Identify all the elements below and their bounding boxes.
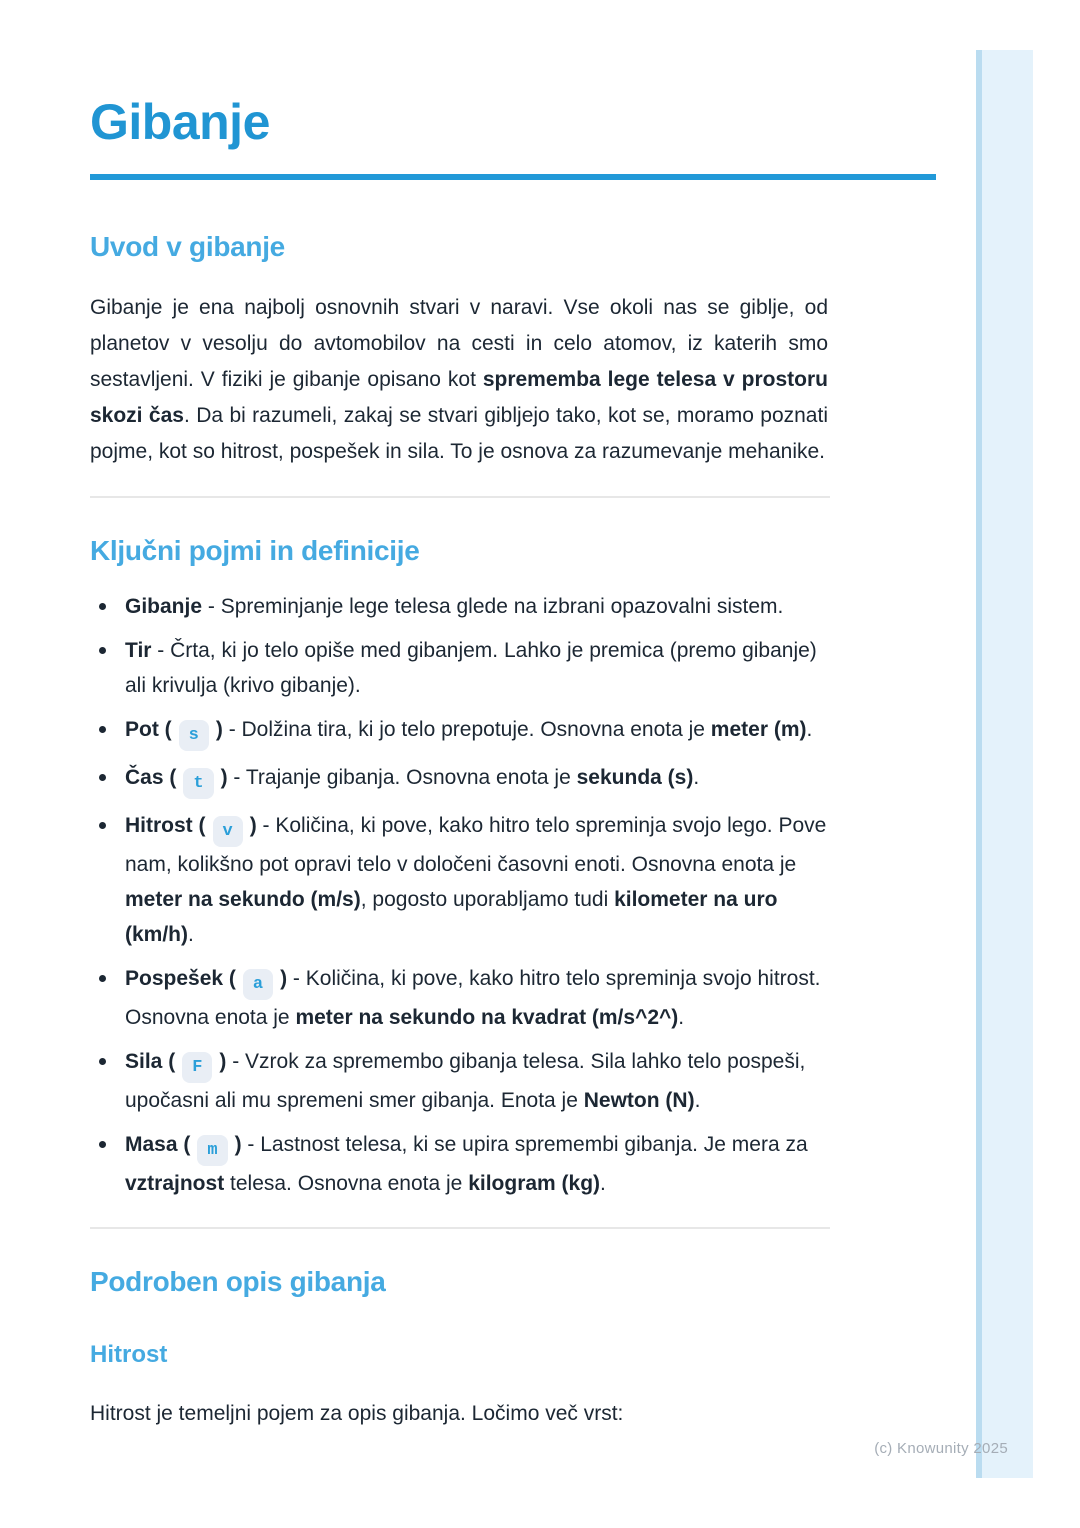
bold-text: sprememba lege telesa v prostoru skozi čas xyxy=(90,367,828,427)
bold-text: ) xyxy=(280,967,288,991)
text-run: telesa. Osnovna enota je xyxy=(224,1172,469,1196)
bold-text: kilogram (kg) xyxy=(468,1172,601,1196)
inline-code-chip: t xyxy=(183,768,213,799)
section-heading-podroben-opis: Podroben opis gibanja xyxy=(90,1266,386,1298)
bold-text: Newton (N) xyxy=(583,1089,695,1113)
text-run: Hitrost je temeljni pojem za opis gibanja. Ločimo več vrst: xyxy=(90,1401,624,1425)
text-run: . xyxy=(188,923,194,947)
section-heading-kljucni-pojmi: Ključni pojmi in definicije xyxy=(90,534,420,566)
page-title: Gibanje xyxy=(90,94,270,150)
text-run: . xyxy=(694,1089,701,1113)
bold-text: Hitrost ( xyxy=(125,814,206,838)
key-terms-list xyxy=(90,589,835,1201)
bold-text: Gibanje xyxy=(125,595,203,619)
term-list-item xyxy=(90,1044,835,1118)
text-run: Gibanje je ena najbolj osnovnih stvari v naravi. Vse okoli nas se giblje, od planetov v vesolju do avtomobilov na cesti in celo atomov, iz katerih smo sestavljeni. V fiziki je gibanje opisano kot xyxy=(90,295,828,391)
term-list-item xyxy=(90,1127,835,1201)
right-margin-stripe xyxy=(976,50,1033,1478)
text-run: . xyxy=(600,1172,606,1196)
text-run: . xyxy=(693,766,700,790)
term-list-item xyxy=(90,633,835,703)
bold-text: ) xyxy=(215,718,223,742)
bold-text: Masa ( xyxy=(125,1133,191,1157)
bold-text: ) xyxy=(219,1050,227,1074)
document-content xyxy=(90,92,936,1432)
text-run: - Črta, ki jo telo opiše med gibanjem. Lahko je premica (premo gibanje) ali krivulja (krivo gibanje). xyxy=(125,639,817,698)
bold-text: Tir xyxy=(125,639,152,663)
bold-text: Pospešek ( xyxy=(125,967,236,991)
term-list-item xyxy=(90,760,835,799)
text-run: - Lastnost telesa, ki se upira spremembi gibanja. Je mera za xyxy=(241,1133,808,1157)
text-run: . xyxy=(806,718,813,742)
text-run: - Dolžina tira, ki jo telo prepotuje. Osnovna enota je xyxy=(222,718,711,742)
bold-text: meter na sekundo na kvadrat (m/s^2^) xyxy=(295,1006,679,1030)
bold-text: meter na sekundo (m/s) xyxy=(125,888,361,912)
hitrost-paragraph xyxy=(90,1396,828,1432)
section-heading-uvod: Uvod v gibanje xyxy=(90,231,285,262)
text-run: - Trajanje gibanja. Osnovna enota je xyxy=(227,766,577,790)
text-run: . Da bi razumeli, zakaj se stvari gibljejo tako, kot se, moramo poznati pojme, kot so hitrost, pospešek in sila. To je osnova za razumevanje mehanike. xyxy=(90,403,828,463)
bold-text: ) xyxy=(220,766,228,790)
section-divider xyxy=(90,496,830,498)
bold-text: vztrajnost xyxy=(125,1172,225,1196)
bold-text: sekunda (s) xyxy=(576,766,694,790)
bold-text: kilometer na uro (km/h) xyxy=(125,888,778,947)
bold-text: ) xyxy=(234,1133,242,1157)
term-list-item xyxy=(90,808,835,952)
text-run: - Spreminjanje lege telesa glede na izbrani opazovalni sistem. xyxy=(202,595,784,619)
text-run: , pogosto uporabljamo tudi xyxy=(360,888,615,912)
bold-text: meter (m) xyxy=(710,718,807,742)
intro-paragraph xyxy=(90,290,828,470)
text-run: - Vzrok za spremembo gibanja telesa. Sila lahko telo pospeši, upočasni ali mu spremeni smer gibanja. Enota je xyxy=(125,1050,806,1113)
inline-code-chip: F xyxy=(182,1052,212,1083)
term-list-item xyxy=(90,961,835,1035)
section-divider xyxy=(90,1227,830,1229)
inline-code-chip: m xyxy=(197,1135,227,1166)
footer-credit: (c) Knowunity 2025 xyxy=(874,1440,1008,1457)
text-run: . xyxy=(678,1006,685,1030)
bold-text: ) xyxy=(249,814,257,838)
inline-code-chip: s xyxy=(179,720,209,751)
subsection-heading-hitrost: Hitrost xyxy=(90,1340,168,1368)
term-list-item xyxy=(90,712,835,751)
title-underline-rule xyxy=(90,174,936,180)
text-run: - Količina, ki pove, kako hitro telo spreminja svojo hitrost. Osnovna enota je xyxy=(125,967,821,1030)
inline-code-chip: a xyxy=(243,969,273,1000)
text-run: - Količina, ki pove, kako hitro telo spreminja svojo lego. Pove nam, kolikšno pot opravi telo v določeni časovni enoti. Osnovna enota je xyxy=(125,814,827,877)
bold-text: Pot ( xyxy=(125,718,172,742)
term-list-item xyxy=(90,589,835,624)
bold-text: Sila ( xyxy=(125,1050,176,1074)
inline-code-chip: v xyxy=(213,816,243,847)
bold-text: Čas ( xyxy=(125,766,177,790)
